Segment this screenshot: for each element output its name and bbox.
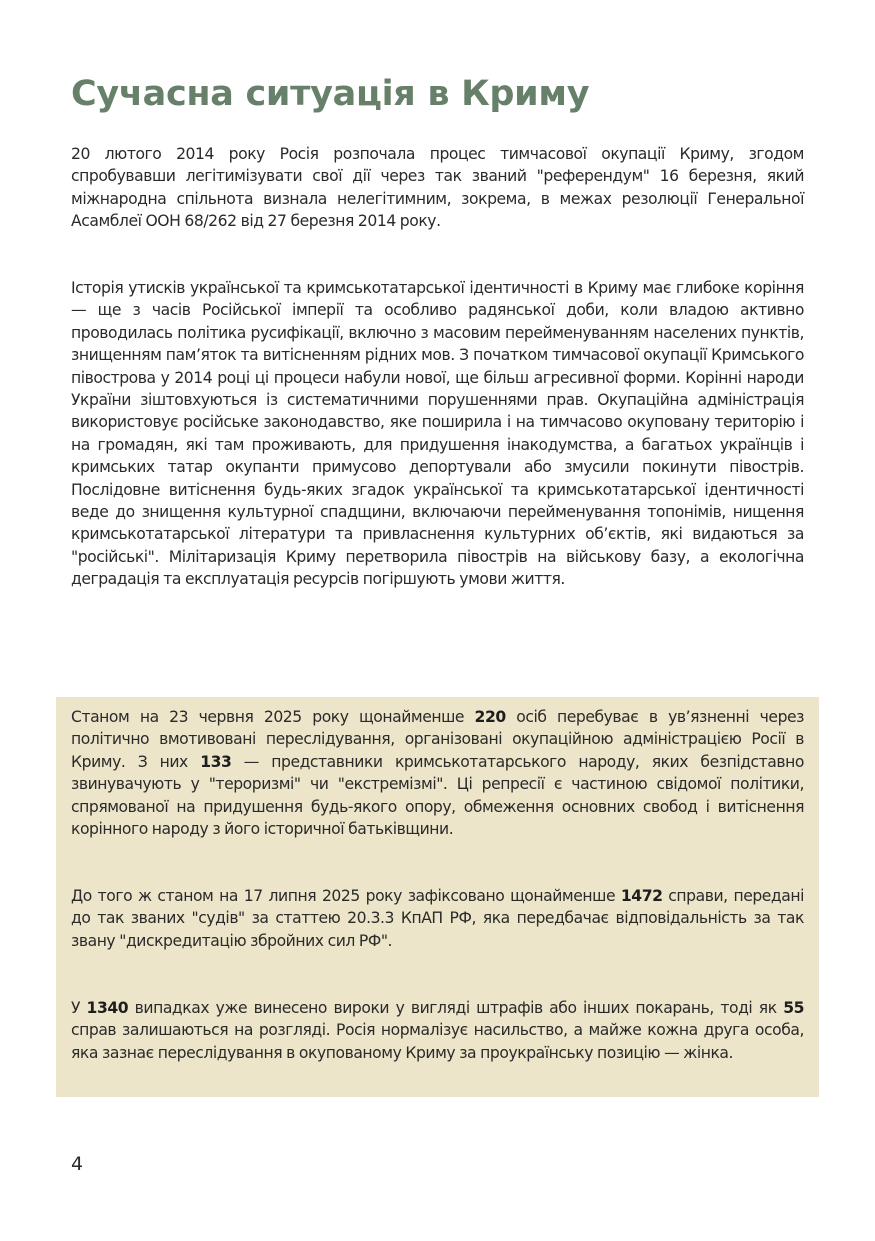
- page-title: Сучасна ситуація в Криму: [71, 74, 590, 114]
- text-fragment: — представники кримськотатарського народу, яких безпідставно звинувачують у "тероризмі" чи "екстремізмі". Ці репресії є частиною свідомої політики, спрямованої на придушення будь-якого опору, обмеження основних свобод і витіснення корінного народу з його історичної батьківщини.: [71, 752, 804, 839]
- text-fragment: осіб перебуває в ув’язненні через політично вмотивовані переслідування, організовані окупаційною адміністрацією Росії в Криму. З них: [71, 708, 804, 771]
- stat-cases-count: 1472: [620, 887, 663, 905]
- statistics-callout-box: [56, 697, 819, 1097]
- stat-verdicts-count: 1340: [86, 999, 129, 1017]
- stat-crimean-tatar-count: 133: [200, 752, 232, 771]
- intro-paragraph: 20 лютого 2014 року Росія розпочала процес тимчасової окупації Криму, згодом спробувавши легітимізувати свої дії через так званий "референдум" 16 березня, який міжнародна спільнота визнала нелегітимним, зокрема, в межах резолюції Генеральної Асамблеї ООН 68/262 від 27 березня 2014 року.: [71, 145, 804, 231]
- stat-prisoners-count: 220: [474, 708, 506, 726]
- page-number: 4: [71, 1153, 84, 1175]
- callout-paragraph-prisoners: [71, 706, 804, 840]
- text-fragment: справи, передані до так званих "судів" за статтею 20.3.3 КпАП РФ, яка передбачає відповідальність за так звану "дискредитацію збройних сил РФ".: [71, 887, 804, 950]
- stat-pending-count: 55: [783, 999, 804, 1017]
- text-fragment: До того ж станом на 17 липня 2025 року зафіксовано щонайменше: [71, 887, 621, 905]
- text-fragment: Станом на 23 червня 2025 року щонайменше: [71, 708, 475, 726]
- history-paragraph: Історія утисків української та кримськотатарської ідентичності в Криму має глибоке коріння — ще з часів Російської імперії та особливо радянської доби, коли владою активно проводилась політика русифікації, включно з масовим перейменуванням населених пунктів, знищенням пам’яток та витісненням рідних мов. З початком тимчасової окупації Кримського півострова у 2014 році ці процеси набули нової, ще більш агресивної форми. Корінні народи України зіштовхуються із систематичними порушеннями прав. Окупаційна адміністрація використовує російське законодавство, яке поширила і на тимчасово окуповану територію і на громадян, які там проживають, для придушення інакодумства, а багатьох українців і кримських татар окупанти примусово депортували або змусили покинути півострів. Послідовне витіснення будь-яких згадок української та кримськотатарської ідентичності веде до знищення культурної спадщини, включаючи перейменування топонімів, нищення кримськотатарської літератури та привласнення культурних об’єктів, які видаються за "російські". Мілітаризація Криму перетворила півострів на військову базу, а екологічна деградація та експлуатація ресурсів погіршують умови життя.: [71, 279, 804, 589]
- text-fragment: У: [71, 999, 87, 1017]
- text-fragment: справ залишаються на розгляді. Росія нормалізує насильство, а майже кожна друга особа, яка зазнає переслідування в окупованому Криму за проукраїнську позицію — жінка.: [71, 1021, 804, 1062]
- callout-paragraph-cases: [71, 885, 804, 952]
- text-fragment: випадках уже винесено вироки у вигляді штрафів або інших покарань, тоді як: [128, 999, 784, 1017]
- callout-paragraph-verdicts: [71, 997, 804, 1064]
